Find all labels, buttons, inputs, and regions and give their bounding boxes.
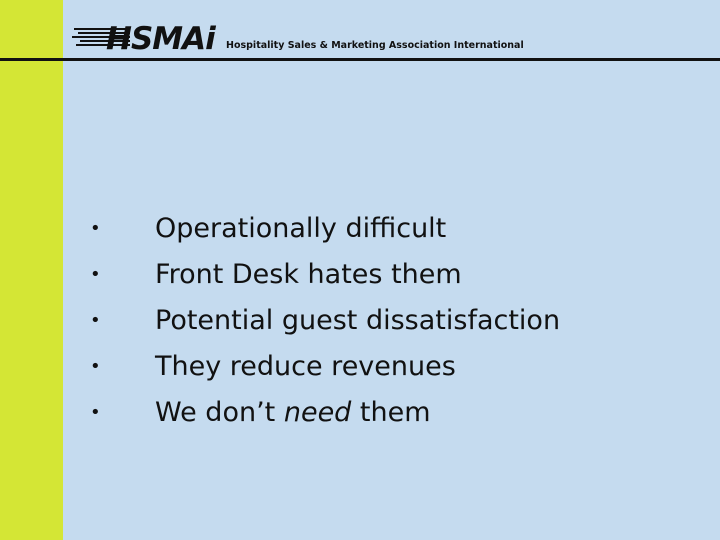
bullet-text-after: them: [351, 396, 431, 428]
bullet-text: Operationally difficult: [155, 212, 447, 244]
header-divider: [0, 58, 720, 61]
bullet-marker: •: [90, 401, 101, 423]
left-accent-band: [0, 0, 63, 540]
list-item: [90, 343, 690, 389]
bullet-text: Front Desk hates them: [155, 258, 462, 290]
logo-subtitle: Hospitality Sales & Marketing Association International: [226, 40, 524, 51]
bullet-marker: •: [90, 217, 101, 239]
bullet-marker: •: [90, 263, 101, 285]
bullet-text: [155, 397, 431, 428]
list-item: [90, 251, 690, 297]
hsmai-logo: [72, 21, 215, 57]
bullet-list: [90, 205, 690, 435]
bullet-emphasis: need: [283, 396, 352, 428]
bullet-text: They reduce revenues: [155, 350, 456, 382]
logo-wordmark: HSMAi: [106, 21, 215, 57]
list-item: [90, 297, 690, 343]
bullet-marker: •: [90, 355, 101, 377]
bullet-text: Potential guest dissatisfaction: [155, 304, 561, 336]
bullet-text-before: We don’t: [155, 396, 284, 428]
list-item: [90, 389, 690, 435]
bullet-marker: •: [90, 309, 101, 331]
list-item: [90, 205, 690, 251]
